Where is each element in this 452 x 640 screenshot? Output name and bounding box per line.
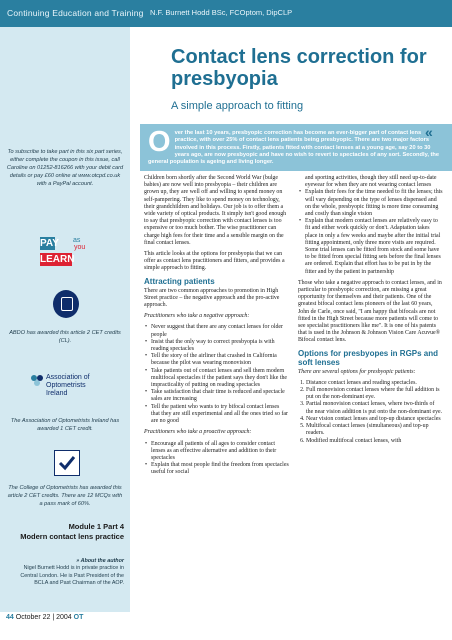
abdo-crest-icon <box>53 290 79 318</box>
section-heading: Options for presbyopes in RGPs and soft lenses <box>298 348 439 367</box>
college-caption: The College of Optometrists has awarded this article 2 CET credits. There are 12 MCQs with a pass mark of 60%. <box>7 485 123 507</box>
article-intro <box>148 126 442 166</box>
abdo-caption: ABDO has awarded this article 2 CET credits (CL). <box>9 330 121 344</box>
list-item: • Explain that modern contact lenses are relatively easy to fit and either work quickly or don't. Adaptation takes place in only a few weeks and maybe after the initial trial fitting appointment, only three more visits are required. Some trial lenses can be fitted from stock and some have to be fitted from special fitting sets before the final lenses are ordered. Explain that effort has to be put in by the fitter and by the patient in partnership <box>305 218 443 276</box>
top-header-bar <box>0 0 452 27</box>
module-part: Module 1 Part 4 <box>68 522 124 531</box>
about-heading: » About the author <box>76 558 124 564</box>
issue-date: October 22 | 2004 <box>15 614 72 621</box>
about-text: Nigel Burnett Hodd is in private practice in Central London. He is Past President of the BCLA and Past Chairman of the AOP. <box>20 565 124 587</box>
aoi-logo <box>30 372 100 412</box>
negative-approach-list <box>144 324 289 425</box>
section-title: Continuing Education and Training <box>7 8 144 18</box>
list-item: • Insist that the only way to correct presbyopia is with reading spectacles <box>151 339 289 353</box>
intro-text: ver the last 10 years, presbyopic correction has become an ever-bigger part of contact lens practice, with over 25% of contact lens patients being presbyopic. There are two major factors involved in this process. Firstly, patients fitted with contact lenses at a young age, say 20 to 30 years ago, are now presbyopic and have no wish to revert to spectacles of any sort. Secondly, the general population is ageing and living longer. <box>148 130 440 166</box>
learn-label: LEARN <box>40 254 75 265</box>
module-label <box>6 522 124 542</box>
section-heading: Attracting patients <box>144 276 215 286</box>
list-heading: Practitioners who take a proactive approach: <box>144 429 252 436</box>
list-item: • Explain that most people find the freedom from spectacles useful for social <box>151 462 289 476</box>
module-series: Modern contact lens practice <box>20 532 124 541</box>
aoi-mark-icon <box>30 374 44 386</box>
you-label: you <box>74 244 86 251</box>
aoi-name-line2: Optometrists Ireland <box>46 382 86 397</box>
list-item: • Take patients out of contact lenses and sell them modern multifocal spectacles if the patient says they don't like the impracticality of putting on reading spectacles <box>151 368 289 390</box>
as-label: as <box>73 237 81 244</box>
list-heading: There are several options for presbyopic patients: <box>298 368 416 375</box>
pay-label: PAY <box>40 238 59 249</box>
list-item-continued: and sporting activities, though they still need up-to-date eyewear for when they are not wearing contact lenses <box>305 175 437 189</box>
proactive-approach-list-cont <box>298 175 443 276</box>
list-item: 1. Distance contact lenses and reading spectacles. <box>306 380 443 387</box>
article-column-1 <box>144 175 289 481</box>
list-item: • Encourage all patients of all ages to consider contact lenses as an effective alternative and addition to their spectacles <box>151 441 289 463</box>
quote-mark-icon: « <box>425 124 433 140</box>
paragraph: Those who take a negative approach to contact lenses, and in particular to presbyopic correction, are missing a great opportunity for themselves and their patients. One of the greatest bifocal contact lens pioneers of the last 60 years, John de Carle, once said, "I am happy that bifocals are not fitted in the High Street because more patients will come to see specialist practitioners like me". It is one of his patents that is used in the Johnson & Johnson Vision Care Acuvue® Bifocal contact lens. <box>298 279 442 344</box>
list-item: • Tell the story of the airliner that crashed in California because the pilot was wearing monovision <box>151 353 289 367</box>
list-item: 6. Modified multifocal contact lenses, with <box>306 438 443 445</box>
list-item: • Tell the patient who wants to try bifocal contact lenses that they are still experimental and all the ones tried so far are no good <box>151 404 289 426</box>
about-author <box>6 558 124 588</box>
list-item: • Explain their fees for the time needed to fit the lenses; this will vary depending on the type of lenses dispensed and on the whole, presbyopic fitting is more time consuming and costly than single vision <box>305 189 443 218</box>
options-list <box>298 380 443 445</box>
article-subtitle: A simple approach to fitting <box>171 100 304 112</box>
paragraph: Children born shortly after the Second World War (bulge babies) are now well into presbyopia – their children are grown up, they are well off and willing to spend money on self-pampering. They like to spend money on technology, their grandchildren and holidays. Our job is to offer them a wide variety of optical products. It simply isn't good enough to say that presbyopic correction with contact lenses is too expensive or too much bother. The wise practitioner can charge high fees for their time and a sensible margin on the final contact lenses. <box>144 175 287 246</box>
pay-as-you-learn-logo <box>40 237 92 269</box>
aoi-caption: The Association of Optometrists Ireland has awarded 1 CET credit. <box>10 418 120 432</box>
aoi-name-line1: Association of <box>46 374 90 381</box>
page-number: 44 <box>6 614 14 621</box>
magazine-name: OT <box>73 614 84 621</box>
intro-dropcap: O <box>148 126 171 158</box>
paragraph: This article looks at the options for presbyopia that we can offer as contact lens practitioners and fitters, and provides a simple approach to fitting. <box>144 251 285 272</box>
list-item: 3. Partial monovision contact lenses, where two-thirds of the near vision addition is put onto the non-dominant eye. <box>306 401 443 415</box>
list-item: 4. Near vision contact lenses and top-up distance spectacles <box>306 416 443 423</box>
list-item: • Take satisfaction that chair time is reduced and spectacle sales are increasing <box>151 389 289 403</box>
subscribe-info: To subscribe to take part in this six part series, either complete the coupon in this issue, call Caroline on 01252-816266 with your debit card details or pay £60 online at www.otcpd.co.uk with a PayPal account. <box>6 149 124 187</box>
list-item: 2. Full monovision contact lenses where the full addition is put on the non-dominant eye. <box>306 387 443 401</box>
list-heading: Practitioners who take a negative approach: <box>144 313 250 320</box>
page-footer <box>6 614 83 621</box>
list-item: • Never suggest that there are any contact lenses for older people <box>151 324 289 338</box>
college-checkmark-icon <box>54 450 80 476</box>
article-column-2 <box>298 175 443 449</box>
proactive-approach-list <box>144 441 289 477</box>
article-title: Contact lens correction for presbyopia <box>171 46 427 90</box>
list-item: 5. Multifocal contact lenses (simultaneous) and top-up readers. <box>306 423 443 437</box>
author-credit: N.F. Burnett Hodd BSc, FCOptom, DipCLP <box>150 8 293 17</box>
paragraph: There are two common approaches to promotion in High Street practice – the negative approach and the pro-active approach. <box>144 287 280 309</box>
